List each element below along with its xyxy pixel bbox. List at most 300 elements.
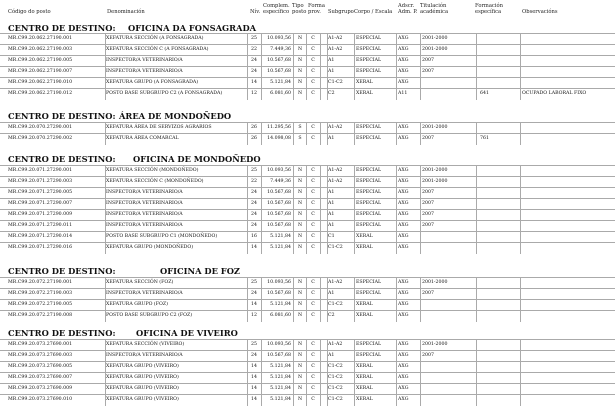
- cell-subgrupo: C2: [328, 313, 335, 318]
- cell-complemento: 5.121,84: [270, 234, 291, 239]
- cell-tipo: S: [298, 125, 302, 130]
- cell-tipo: N: [297, 69, 303, 74]
- column-divider: [354, 243, 355, 254]
- section-label: CENTRO DE DESTINO:: [8, 328, 116, 338]
- column-divider: [476, 311, 477, 322]
- column-divider: [320, 89, 321, 100]
- cell-corpo: XERAL: [356, 302, 373, 307]
- cell-corpo: ESPECIAL: [356, 280, 382, 285]
- column-divider: [293, 243, 294, 254]
- cell-denominacion: INSPECTOR/A VETERINARIO/A: [106, 69, 183, 74]
- cell-corpo: XERAL: [356, 91, 373, 96]
- cell-subgrupo: C1-C2: [328, 80, 343, 85]
- cell-titulacion: 2007: [422, 190, 434, 195]
- column-divider: [420, 395, 421, 406]
- cell-tipo: N: [297, 397, 303, 402]
- column-divider: [306, 243, 307, 254]
- cell-subgrupo: A1: [328, 212, 335, 217]
- cell-forma: C: [311, 245, 315, 250]
- cell-corpo: XERAL: [356, 234, 373, 239]
- cell-nivel: 14: [251, 80, 257, 85]
- cell-titulacion: 2007: [422, 201, 434, 206]
- cell-forma: C: [311, 234, 315, 239]
- cell-corpo: XERAL: [356, 375, 373, 380]
- column-divider: [420, 243, 421, 254]
- cell-denominacion: INSPECTOR/A VETERINARIO/A: [106, 353, 183, 358]
- cell-denominacion: XEFATURA SECCIÓN (MONDOÑEDO): [106, 168, 199, 173]
- cell-denominacion: XEFATURA GRUPO (VIVEIRO): [106, 397, 179, 402]
- cell-tipo: N: [297, 91, 303, 96]
- cell-subgrupo: A1: [328, 190, 335, 195]
- cell-complemento: 5.121,84: [270, 80, 291, 85]
- column-divider: [476, 243, 477, 254]
- cell-codigo: MR.C99.20.062.27190.012: [8, 91, 73, 96]
- section-name: ÁREA DE MONDOÑEDO: [119, 111, 232, 121]
- column-divider: [396, 311, 397, 322]
- cell-subgrupo: A1-A2: [328, 179, 343, 184]
- cell-titulacion: 2001-2000: [422, 179, 448, 184]
- cell-adscr: AXG: [398, 313, 409, 318]
- cell-forma: C: [311, 364, 315, 369]
- section-label: CENTRO DE DESTINO:: [8, 23, 116, 33]
- cell-corpo: XERAL: [356, 80, 373, 85]
- cell-nivel: 14: [251, 386, 257, 391]
- cell-tipo: S: [298, 136, 302, 141]
- cell-nivel: 14: [251, 302, 257, 307]
- cell-complemento: 6.081,60: [270, 91, 291, 96]
- column-divider: [476, 395, 477, 406]
- cell-corpo: ESPECIAL: [356, 190, 382, 195]
- cell-subgrupo: A1-A2: [328, 47, 343, 52]
- cell-titulacion: 2001-2000: [422, 125, 448, 130]
- cell-adscr: AXG: [398, 168, 409, 173]
- cell-complemento: 7.449,36: [270, 47, 291, 52]
- cell-codigo: MR.C99.20.071.27290.011: [8, 223, 73, 228]
- column-divider: [396, 89, 397, 100]
- cell-complemento: 10.567,68: [267, 212, 291, 217]
- cell-forma: C: [311, 179, 315, 184]
- column-divider: [520, 89, 521, 100]
- cell-nivel: 26: [251, 125, 257, 130]
- cell-nivel: 25: [251, 280, 257, 285]
- cell-adscr: AXG: [398, 136, 409, 141]
- cell-complemento: 10.093,56: [267, 168, 291, 173]
- cell-denominacion: INSPECTOR/A VETERINARIO/A: [106, 223, 183, 228]
- cell-corpo: ESPECIAL: [356, 58, 382, 63]
- cell-tipo: N: [297, 375, 303, 380]
- section-name: OFICINA DA FONSAGRADA: [128, 23, 257, 33]
- cell-corpo: ESPECIAL: [356, 201, 382, 206]
- cell-corpo: ESPECIAL: [356, 212, 382, 217]
- cell-nivel: 24: [251, 201, 257, 206]
- cell-subgrupo: C1-C2: [328, 302, 343, 307]
- cell-denominacion: XEFATURA GRUPO (FOZ): [106, 302, 168, 307]
- cell-denominacion: INSPECTOR/A VETERINARIO/A: [106, 58, 183, 63]
- cell-corpo: XERAL: [356, 386, 373, 391]
- cell-tipo: N: [297, 190, 303, 195]
- cell-denominacion: XEFATURA GRUPO (VIVEIRO): [106, 386, 179, 391]
- cell-forma: C: [311, 91, 315, 96]
- cell-codigo: MR.C99.20.072.27190.005: [8, 302, 73, 307]
- column-divider: [520, 243, 521, 254]
- column-divider: [293, 311, 294, 322]
- cell-codigo: MR.C99.20.073.27690.010: [8, 397, 73, 402]
- column-divider: [354, 134, 355, 145]
- cell-denominacion: XEFATURA SECCIÓN (VIVEIRO): [106, 342, 185, 347]
- cell-subgrupo: A1-A2: [328, 280, 343, 285]
- cell-nivel: 12: [251, 313, 257, 318]
- cell-adscr: AXG: [398, 223, 409, 228]
- section-label: CENTRO DE DESTINO:: [8, 154, 116, 164]
- cell-denominacion: POSTO BASE SUBGRUPO C2 (FOZ): [106, 313, 193, 318]
- cell-codigo: MR.C99.20.071.27290.003: [8, 179, 73, 184]
- cell-denominacion: INSPECTOR/A VETERINARIO/A: [106, 190, 183, 195]
- cell-denominacion: INSPECTOR/A VETERINARIO/A: [106, 201, 183, 206]
- cell-subgrupo: A1: [328, 58, 335, 63]
- cell-codigo: MR.C99.20.071.27290.009: [8, 212, 73, 217]
- cell-titulacion: 2007: [422, 69, 434, 74]
- cell-complemento: 10.567,68: [267, 201, 291, 206]
- cell-forma: C: [311, 80, 315, 85]
- column-divider: [354, 89, 355, 100]
- cell-corpo: XERAL: [356, 245, 373, 250]
- cell-forma: C: [311, 375, 315, 380]
- cell-nivel: 24: [251, 223, 257, 228]
- cell-complemento: 5.121,84: [270, 397, 291, 402]
- cell-nivel: 24: [251, 212, 257, 217]
- column-divider: [476, 134, 477, 145]
- cell-complemento: 5.121,84: [270, 364, 291, 369]
- cell-adscr: AXG: [398, 353, 409, 358]
- cell-observacions: OCUPADO LABORAL FIXO: [522, 91, 587, 96]
- cell-adscr: AXG: [398, 58, 409, 63]
- cell-titulacion: 2001-2000: [422, 168, 448, 173]
- cell-nivel: 26: [251, 136, 257, 141]
- cell-complemento: 10.567,68: [267, 190, 291, 195]
- header-observacions: Observacións: [522, 9, 558, 15]
- cell-tipo: N: [297, 291, 303, 296]
- cell-corpo: XERAL: [356, 397, 373, 402]
- column-divider: [320, 311, 321, 322]
- cell-denominacion: XEFATURA GRUPO (MONDOÑEDO): [106, 245, 194, 250]
- cell-adscr: AXG: [398, 342, 409, 347]
- cell-titulacion: 2007: [422, 212, 434, 217]
- cell-codigo: MR.C99.20.071.27290.007: [8, 201, 73, 206]
- table-row: [0, 394, 615, 406]
- cell-subgrupo: C1-C2: [328, 375, 343, 380]
- column-divider: [293, 89, 294, 100]
- cell-codigo: MR.C99.20.071.27290.014: [8, 234, 73, 239]
- cell-forma: C: [311, 136, 315, 141]
- column-divider: [520, 134, 521, 145]
- column-divider: [320, 395, 321, 406]
- header-subgrupo: Subgrupo: [328, 9, 354, 15]
- column-divider: [396, 243, 397, 254]
- cell-adscr: AXG: [398, 212, 409, 217]
- column-divider: [293, 134, 294, 145]
- cell-nivel: 25: [251, 168, 257, 173]
- cell-forma: C: [311, 280, 315, 285]
- column-divider: [520, 395, 521, 406]
- cell-codigo: MR.C99.20.071.27290.005: [8, 190, 73, 195]
- cell-nivel: 24: [251, 353, 257, 358]
- cell-nivel: 14: [251, 375, 257, 380]
- cell-adscr: AXG: [398, 234, 409, 239]
- cell-subgrupo: A1: [328, 136, 335, 141]
- cell-tipo: N: [297, 280, 303, 285]
- cell-denominacion: XEFATURA SECCIÓN C (MONDOÑEDO): [106, 179, 204, 184]
- cell-forma: C: [311, 342, 315, 347]
- column-divider: [306, 89, 307, 100]
- cell-subgrupo: A1: [328, 291, 335, 296]
- cell-titulacion: 2001-2000: [422, 36, 448, 41]
- table-row: [0, 242, 615, 254]
- section-label: CENTRO DE DESTINO:: [8, 266, 116, 276]
- cell-adscr: AXG: [398, 190, 409, 195]
- cell-nivel: 24: [251, 291, 257, 296]
- header-denominacion: Denominación: [107, 9, 145, 15]
- cell-denominacion: POSTO BASE SUBGRUPO C2 (A FONSAGRADA): [106, 91, 223, 96]
- column-divider: [396, 395, 397, 406]
- cell-tipo: N: [297, 47, 303, 52]
- cell-forma: C: [311, 168, 315, 173]
- cell-tipo: N: [297, 234, 303, 239]
- cell-adscr: AXG: [398, 386, 409, 391]
- cell-tipo: N: [297, 245, 303, 250]
- cell-forma: C: [311, 302, 315, 307]
- cell-tipo: N: [297, 342, 303, 347]
- cell-denominacion: XEFATURA SECCIÓN (A FONSAGRADA): [106, 36, 204, 41]
- cell-subgrupo: A1: [328, 223, 335, 228]
- column-divider: [520, 311, 521, 322]
- section-label: CENTRO DE DESTINO:: [8, 111, 116, 121]
- cell-tipo: N: [297, 313, 303, 318]
- cell-nivel: 24: [251, 58, 257, 63]
- cell-complemento: 10.567,68: [267, 223, 291, 228]
- header-adscr: Adscr. Adm. P.: [398, 3, 418, 15]
- cell-nivel: 22: [251, 179, 257, 184]
- cell-titulacion: 2001-2000: [422, 47, 448, 52]
- cell-corpo: XERAL: [356, 313, 373, 318]
- cell-complemento: 5.121,84: [270, 302, 291, 307]
- column-divider: [320, 243, 321, 254]
- cell-codigo: MR.C99.20.062.27190.003: [8, 47, 73, 52]
- cell-forma: C: [311, 291, 315, 296]
- cell-adscr: AXG: [398, 291, 409, 296]
- cell-subgrupo: A1: [328, 353, 335, 358]
- cell-tipo: N: [297, 168, 303, 173]
- cell-complemento: 10.093,56: [267, 280, 291, 285]
- cell-denominacion: POSTO BASE SUBGRUPO C1 (MONDOÑEDO): [106, 234, 218, 239]
- cell-forma: C: [311, 125, 315, 130]
- column-divider: [306, 311, 307, 322]
- cell-codigo: MR.C99.20.071.27290.001: [8, 168, 73, 173]
- cell-forma: C: [311, 397, 315, 402]
- column-divider: [306, 395, 307, 406]
- column-divider: [420, 134, 421, 145]
- cell-forma: C: [311, 36, 315, 41]
- cell-denominacion: INSPECTOR/A VETERINARIO/A: [106, 291, 183, 296]
- cell-corpo: ESPECIAL: [356, 125, 382, 130]
- cell-subgrupo: C2: [328, 91, 335, 96]
- table-row: [0, 133, 615, 145]
- cell-subgrupo: C1-C2: [328, 245, 343, 250]
- cell-adscr: AXG: [398, 280, 409, 285]
- cell-adscr: AXG: [398, 375, 409, 380]
- cell-corpo: XERAL: [356, 364, 373, 369]
- header-forma: Forma prov.: [308, 3, 325, 15]
- column-divider: [320, 134, 321, 145]
- cell-codigo: MR.C99.20.070.27290.002: [8, 136, 73, 141]
- cell-corpo: ESPECIAL: [356, 47, 382, 52]
- header-nivel: Nív.: [250, 9, 261, 15]
- header-tipo: Tipo posto: [292, 3, 307, 15]
- cell-corpo: ESPECIAL: [356, 168, 382, 173]
- cell-adscr: AXG: [398, 245, 409, 250]
- section-name: OFICINA DE VIVEIRO: [136, 328, 238, 338]
- cell-adscr: AXG: [398, 397, 409, 402]
- cell-adscr: AXG: [398, 302, 409, 307]
- cell-formacion: 761: [480, 136, 489, 141]
- cell-denominacion: XEFATURA ÁREA DE SERVIZOS AGRARIOS: [106, 125, 212, 130]
- cell-forma: C: [311, 201, 315, 206]
- cell-corpo: ESPECIAL: [356, 353, 382, 358]
- cell-tipo: N: [297, 212, 303, 217]
- cell-complemento: 11.295,56: [267, 125, 291, 130]
- column-divider: [354, 311, 355, 322]
- cell-tipo: N: [297, 80, 303, 85]
- cell-complemento: 10.567,68: [267, 291, 291, 296]
- cell-codigo: MR.C99.20.073.27690.007: [8, 375, 73, 380]
- cell-codigo: MR.C99.20.062.27190.005: [8, 58, 73, 63]
- cell-subgrupo: C1: [328, 234, 335, 239]
- cell-subgrupo: A1: [328, 201, 335, 206]
- cell-nivel: 16: [251, 234, 257, 239]
- cell-adscr: AXG: [398, 179, 409, 184]
- cell-denominacion: XEFATURA GRUPO (A FONSAGRADA): [106, 80, 199, 85]
- cell-tipo: N: [297, 302, 303, 307]
- cell-forma: C: [311, 386, 315, 391]
- cell-subgrupo: C1-C2: [328, 386, 343, 391]
- column-divider: [396, 134, 397, 145]
- cell-subgrupo: A1-A2: [328, 125, 343, 130]
- column-divider: [354, 395, 355, 406]
- cell-forma: C: [311, 353, 315, 358]
- cell-forma: C: [311, 58, 315, 63]
- cell-forma: C: [311, 212, 315, 217]
- cell-forma: C: [311, 47, 315, 52]
- cell-nivel: 14: [251, 364, 257, 369]
- cell-codigo: MR.C99.20.072.27190.003: [8, 291, 73, 296]
- cell-codigo: MR.C99.20.073.27690.001: [8, 342, 73, 347]
- cell-forma: C: [311, 69, 315, 74]
- cell-nivel: 14: [251, 397, 257, 402]
- cell-subgrupo: A1-A2: [328, 36, 343, 41]
- cell-titulacion: 2007: [422, 136, 434, 141]
- section-name: OFICINA DE MONDOÑEDO: [133, 154, 261, 164]
- cell-subgrupo: C1-C2: [328, 364, 343, 369]
- cell-tipo: N: [297, 386, 303, 391]
- cell-nivel: 25: [251, 342, 257, 347]
- cell-denominacion: XEFATURA GRUPO (VIVEIRO): [106, 375, 179, 380]
- cell-denominacion: XEFATURA SECCIÓN (FOZ): [106, 280, 174, 285]
- cell-complemento: 10.567,68: [267, 69, 291, 74]
- column-divider: [306, 134, 307, 145]
- cell-tipo: N: [297, 201, 303, 206]
- section-name: OFICINA DE FOZ: [160, 266, 240, 276]
- cell-tipo: N: [297, 353, 303, 358]
- cell-adscr: AXG: [398, 69, 409, 74]
- cell-titulacion: 2007: [422, 223, 434, 228]
- cell-forma: C: [311, 313, 315, 318]
- cell-complemento: 5.121,84: [270, 375, 291, 380]
- column-divider: [293, 395, 294, 406]
- column-divider: [476, 89, 477, 100]
- cell-titulacion: 2001-2000: [422, 280, 448, 285]
- cell-complemento: 14.098,08: [267, 136, 291, 141]
- cell-subgrupo: A1-A2: [328, 342, 343, 347]
- cell-subgrupo: A1: [328, 69, 335, 74]
- column-divider: [420, 311, 421, 322]
- cell-nivel: 12: [251, 91, 257, 96]
- header-corpo: Corpo / Escala: [354, 9, 393, 15]
- cell-adscr: AXG: [398, 47, 409, 52]
- cell-complemento: 7.449,36: [270, 179, 291, 184]
- cell-forma: C: [311, 223, 315, 228]
- cell-subgrupo: A1-A2: [328, 168, 343, 173]
- cell-nivel: 24: [251, 190, 257, 195]
- cell-nivel: 14: [251, 245, 257, 250]
- cell-adscr: AXG: [398, 201, 409, 206]
- header-codigo: Código do posto: [8, 9, 51, 15]
- cell-complemento: 5.121,84: [270, 386, 291, 391]
- cell-denominacion: INSPECTOR/A VETERINARIO/A: [106, 212, 183, 217]
- cell-tipo: N: [297, 58, 303, 63]
- header-complemento: Complem. específico: [263, 3, 290, 15]
- cell-codigo: MR.C99.20.072.27190.001: [8, 280, 73, 285]
- cell-codigo: MR.C99.20.062.27190.001: [8, 36, 73, 41]
- table-row: [0, 88, 615, 100]
- cell-complemento: 10.093,56: [267, 342, 291, 347]
- header-formacion: Formación específica: [475, 3, 503, 15]
- header-titulacion: Titulación académica: [420, 3, 449, 15]
- cell-codigo: MR.C99.20.071.27290.016: [8, 245, 73, 250]
- column-divider: [420, 89, 421, 100]
- cell-nivel: 24: [251, 69, 257, 74]
- cell-denominacion: XEFATURA SECCIÓN C (A FONSAGRADA): [106, 47, 209, 52]
- cell-corpo: ESPECIAL: [356, 136, 382, 141]
- cell-complemento: 5.121,84: [270, 245, 291, 250]
- cell-codigo: MR.C99.20.072.27190.008: [8, 313, 73, 318]
- cell-corpo: ESPECIAL: [356, 223, 382, 228]
- cell-corpo: ESPECIAL: [356, 179, 382, 184]
- cell-adscr: AXG: [398, 125, 409, 130]
- cell-titulacion: 2007: [422, 353, 434, 358]
- cell-tipo: N: [297, 179, 303, 184]
- cell-tipo: N: [297, 36, 303, 41]
- cell-adscr: A11: [398, 91, 408, 96]
- cell-complemento: 10.567,68: [267, 58, 291, 63]
- cell-tipo: N: [297, 364, 303, 369]
- cell-subgrupo: C1-C2: [328, 397, 343, 402]
- cell-tipo: N: [297, 223, 303, 228]
- cell-titulacion: 2001-2000: [422, 342, 448, 347]
- cell-corpo: ESPECIAL: [356, 342, 382, 347]
- cell-adscr: AXG: [398, 80, 409, 85]
- cell-denominacion: XEFATURA GRUPO (VIVEIRO): [106, 364, 179, 369]
- cell-complemento: 6.081,60: [270, 313, 291, 318]
- cell-corpo: ESPECIAL: [356, 69, 382, 74]
